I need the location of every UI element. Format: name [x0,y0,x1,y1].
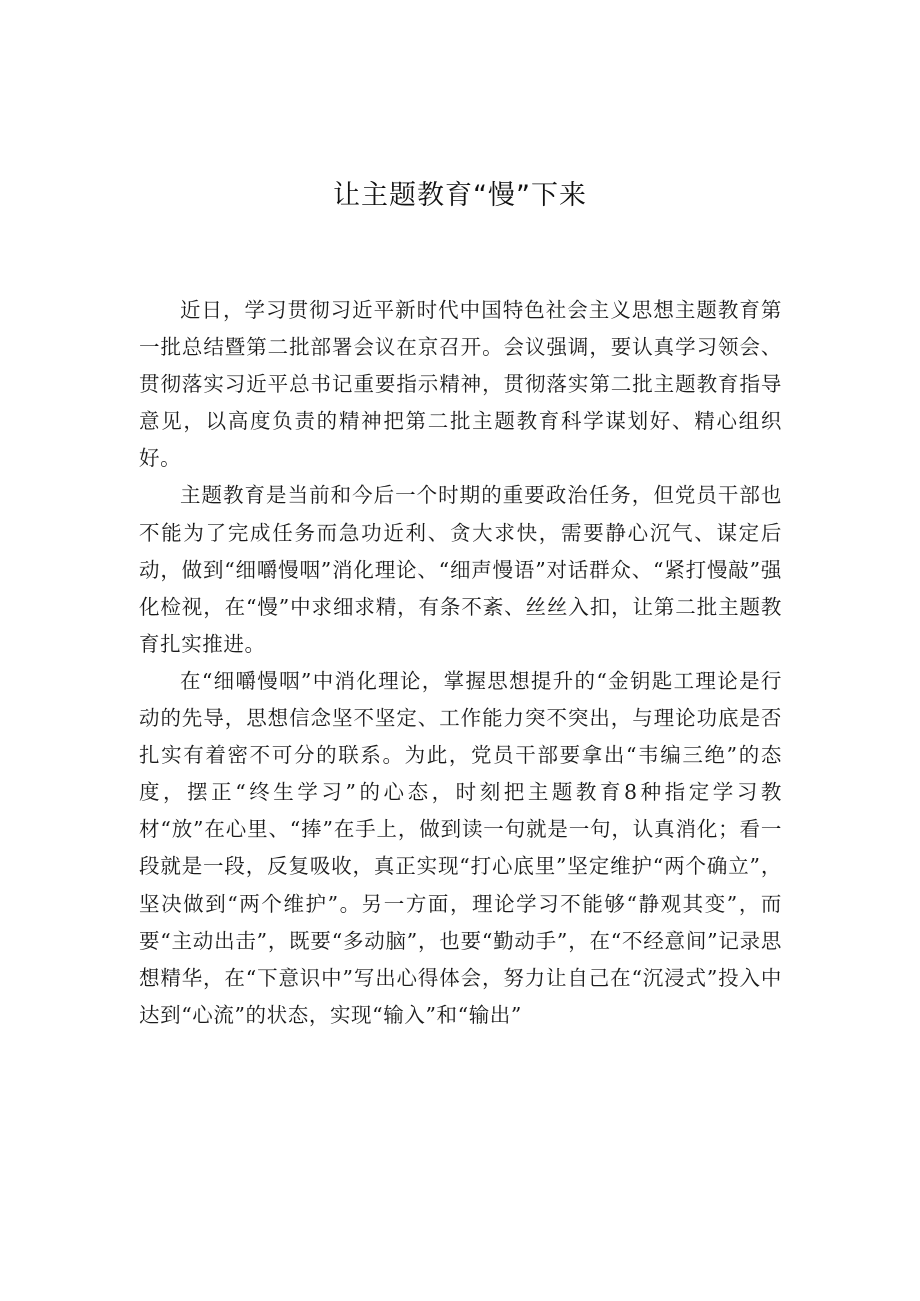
document-body [139,292,782,1034]
document-title: 让主题教育“慢”下来 [333,180,587,211]
paragraph: 主题教育是当前和今后一个时期的重要政治任务，但党员干部也不能为了完成任务而急功近利、贪大求快，需要静心沉气、谋定后动，做到“细嚼慢咽”消化理论、“细声慢语”对话群众、“紧打慢敲”强化检视，在“慢”中求细求精，有条不紊、丝丝入扣，让第二批主题教育扎实推进。 [139,483,782,656]
paragraph: 在“细嚼慢咽”中消化理论，掌握思想提升的“金钥匙工理论是行动的先导，思想信念坚不坚定、工作能力突不突出，与理论功底是否扎实有着密不可分的联系。为此，党员干部要拿出“韦编三绝”的态度，摆正“终生学习”的心态，时刻把主题教育8种指定学习教材“放”在心里、“捧”在手上，做到读一句就是一句，认真消化；看一段就是一段，反复吸收，真正实现“打心底里”坚定维护“两个确立”，坚决做到“两个维护”。另一方面，理论学习不能够“静观其变”，而要“主动出击”，既要“多动脑”，也要“勤动手”，在“不经意间”记录思想精华，在“下意识中”写出心得体会，努力让自己在“沉浸式”投入中达到“心流”的状态，实现“输入”和“输出” [139,668,782,1027]
paragraph: 近日，学习贯彻习近平新时代中国特色社会主义思想主题教育第一批总结暨第二批部署会议在京召开。会议强调，要认真学习领会、贯彻落实习近平总书记重要指示精神，贯彻落实第二批主题教育指导意见，以高度负责的精神把第二批主题教育科学谋划好、精心组织好。 [139,298,782,471]
